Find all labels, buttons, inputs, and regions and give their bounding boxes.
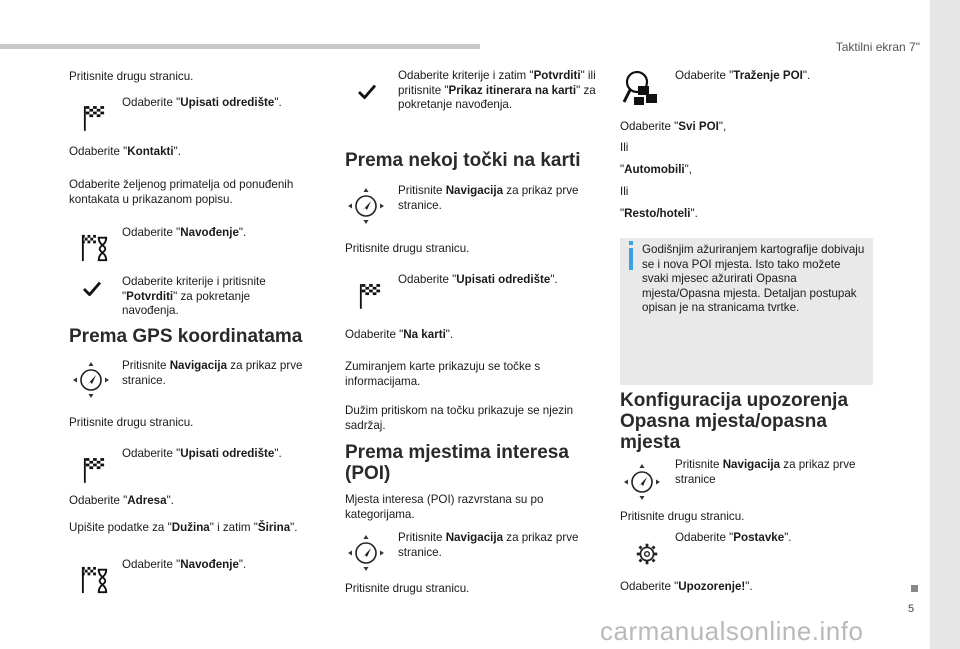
navigation-icon [346, 186, 386, 226]
c3-text-2: Odaberite "Svi POI", [620, 120, 727, 133]
watermark: carmanualsonline.info [600, 616, 864, 646]
c1-text-4: Odaberite željenog primatelja od ponuđenih kontakata u prikazanom popisu. [69, 178, 294, 206]
page-sidebar-strip [930, 0, 960, 649]
settings-gear-icon [633, 540, 661, 568]
info-icon [629, 241, 633, 245]
c2-text-7: Dužim pritiskom na točku prikazuje se njezin sadržaj. [345, 404, 574, 432]
c1-text-3: Odaberite "Kontakti". [69, 145, 181, 158]
c2-text-1: Odaberite kriterije i zatim "Potvrditi" ili pritisnite "Prikaz itinerara na karti" za pokretanje navođenja. [398, 69, 596, 111]
c3-text-3: Ili [620, 141, 629, 154]
page-marker [911, 585, 918, 592]
c3-text-6: "Resto/hoteli". [620, 207, 698, 220]
c1-text-1: Pritisnite drugu stranicu. [69, 70, 194, 83]
hourglass-guidance-icon [81, 234, 109, 262]
info-note-box [620, 238, 873, 385]
c3-text-9: Odaberite "Postavke". [675, 531, 792, 544]
flag-destination-icon [359, 282, 381, 310]
c1-text-2: Odaberite "Upisati odredište". [122, 96, 282, 109]
check-icon [357, 84, 377, 100]
info-note-text: Godišnjim ažuriranjem kartografije dobivaju se i nova POI mjesta. Isto tako možete svaki mjesec ažurirati Opasna mjesta/Opasna mjesta. Detaljan postupak opisan je na stranicama tvrtke. [642, 243, 865, 314]
header-rule [0, 44, 480, 49]
c2-text-8: Mjesta interesa (POI) razvrstana su po kategorijama. [345, 493, 544, 521]
flag-destination-icon [83, 456, 105, 484]
c1-text-5: Odaberite "Navođenje". [122, 226, 247, 239]
c1-text-8: Pritisnite drugu stranicu. [69, 416, 194, 429]
c3-text-7: Pritisnite Navigacija za prikaz prve stranice [675, 458, 856, 486]
navigation-icon [346, 533, 386, 573]
c2-text-2: Pritisnite Navigacija za prikaz prve stranice. [398, 184, 579, 212]
c3-text-4: "Automobili", [620, 163, 693, 176]
c2-text-4: Odaberite "Upisati odredište". [398, 273, 558, 286]
c1-text-12: Odaberite "Navođenje". [122, 558, 247, 571]
navigation-icon [622, 462, 662, 502]
c1-text-6: Odaberite kriterije i pritisnite "Potvrditi" za pokretanje navođenja. [122, 275, 266, 317]
heading-alert-config: Konfiguracija upozorenja Opasna mjesta/opasna mjesta [620, 390, 849, 453]
heading-point-on-map: Prema nekoj točki na karti [345, 150, 581, 171]
c1-text-9: Odaberite "Upisati odredište". [122, 447, 282, 460]
page-number: 5 [908, 603, 915, 615]
check-icon [82, 281, 102, 297]
info-icon-bar [629, 248, 633, 270]
page-header-title: Taktilni ekran 7" [835, 40, 920, 54]
c2-text-9: Pritisnite Navigacija za prikaz prve stranice. [398, 531, 579, 559]
c3-text-10: Odaberite "Upozorenje!". [620, 580, 753, 593]
c3-text-1: Odaberite "Traženje POI". [675, 69, 811, 82]
hourglass-guidance-icon [81, 566, 109, 594]
c3-text-8: Pritisnite drugu stranicu. [620, 510, 745, 523]
c2-text-6: Zumiranjem karte prikazuju se točke s informacijama. [345, 360, 541, 388]
flag-destination-icon [83, 104, 105, 132]
poi-search-icon [622, 68, 662, 108]
c2-text-5: Odaberite "Na karti". [345, 328, 454, 341]
c3-text-5: Ili [620, 185, 629, 198]
c2-text-10: Pritisnite drugu stranicu. [345, 582, 470, 595]
heading-poi: Prema mjestima interesa (POI) [345, 442, 569, 484]
c2-text-3: Pritisnite drugu stranicu. [345, 242, 470, 255]
navigation-icon [71, 360, 111, 400]
heading-gps: Prema GPS koordinatama [69, 326, 303, 347]
c1-text-7: Pritisnite Navigacija za prikaz prve stranice. [122, 359, 303, 387]
c1-text-10: Odaberite "Adresa". [69, 494, 174, 507]
c1-text-11: Upišite podatke za "Dužina" i zatim "Širina". [69, 521, 298, 534]
